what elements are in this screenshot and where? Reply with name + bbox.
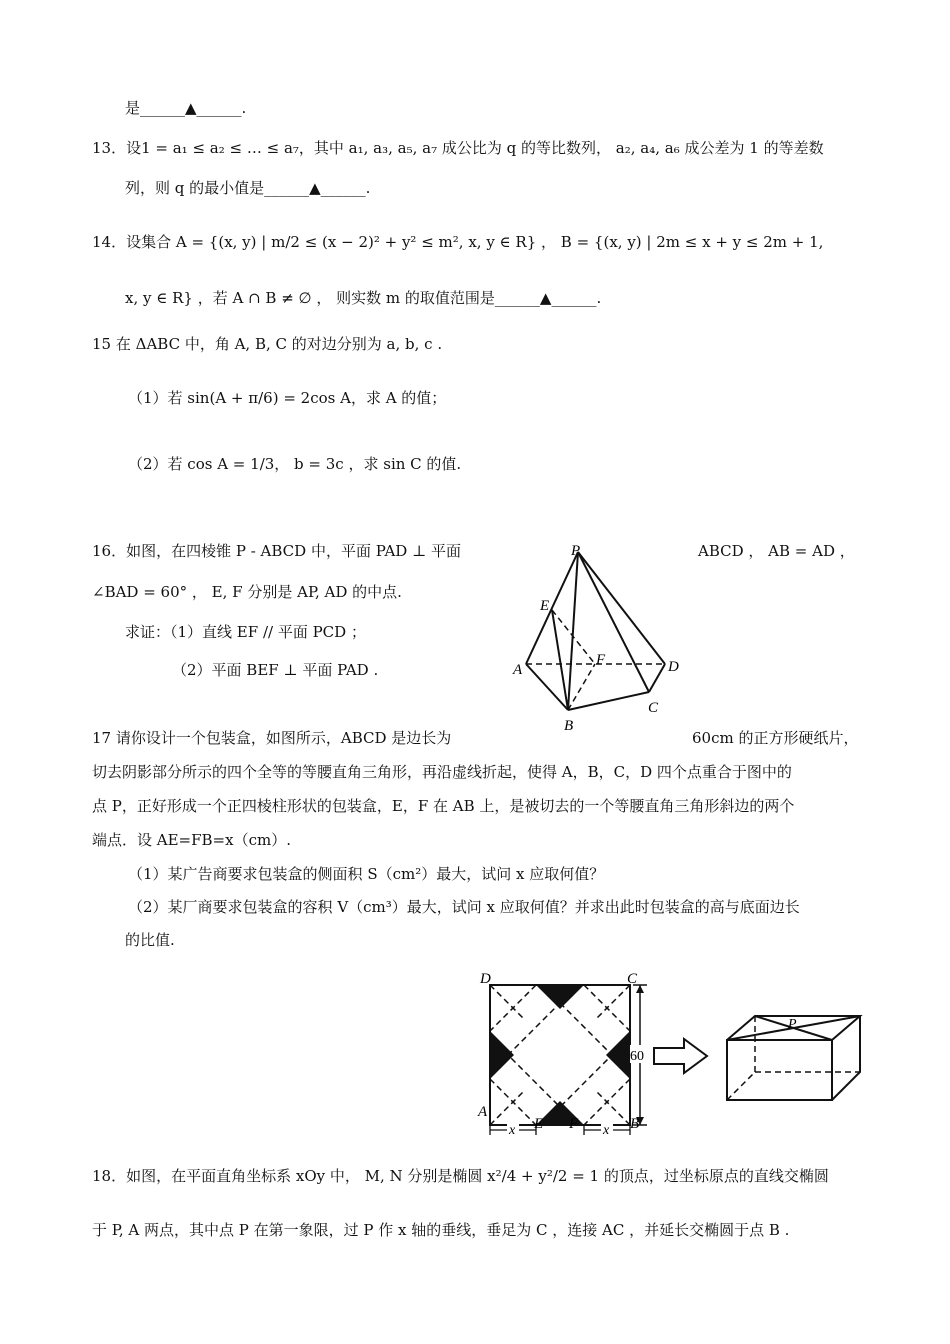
line-16: 端点．设 AE=FB=x（cm）.: [92, 831, 291, 849]
line-10: ∠BAD = 60° ， E, F 分别是 AP, AD 的中点.: [92, 583, 402, 601]
line-02: 13．设1 = a₁ ≤ a₂ ≤ … ≤ a₇，其中 a₁, a₃, a₅, a₇ 成公比为 q 的等比数列， a₂, a₄, a₆ 成公差为 1 的等差数: [92, 139, 824, 157]
label-B: B: [564, 718, 574, 734]
line-15: 点 P，正好形成一个正四棱柱形状的包装盒，E，F 在 AB 上，是被切去的一个等腰直角三角形斜边的两个: [92, 797, 795, 815]
fold-lines-outer: [490, 985, 525, 1020]
line-06: 15 在 ΔABC 中，角 A, B, C 的对边分别为 a, b, c .: [92, 335, 443, 353]
label-x2: x: [603, 1123, 610, 1138]
edge-CD: [649, 664, 665, 692]
pyramid-figure: [505, 540, 685, 735]
label-F: F: [596, 652, 606, 668]
label-E: E: [534, 1116, 544, 1132]
edge-PC: [578, 552, 649, 692]
label-C: C: [648, 700, 659, 716]
label-P: P: [571, 543, 581, 559]
line-21: 于 P, A 两点，其中点 P 在第一象限，过 P 作 x 轴的垂线，垂足为 C ，连接 AC ，并延长交椭圆于点 B .: [92, 1221, 790, 1239]
line-03: 列，则 q 的最小值是______▲______.: [125, 179, 371, 197]
label-C: C: [627, 971, 638, 987]
line-05: x, y ∈ R} ，若 A ∩ B ≠ ∅ ， 则实数 m 的取值范围是______▲______.: [125, 289, 602, 307]
line-04: 14．设集合 A = {(x, y) | m/2 ≤ (x − 2)² + y² ≤ m², x, y ∈ R} ， B = {(x, y) | 2m ≤ x + y ≤ 2m + 1,: [92, 233, 824, 251]
line-09b: ABCD ， AB = AD ，: [698, 542, 855, 560]
edge-PD: [578, 552, 665, 664]
label-P: P: [788, 1017, 797, 1032]
shaded-triangle-top: [536, 985, 584, 1009]
box-hidden-diagonal: [727, 1072, 755, 1100]
label-E: E: [540, 598, 550, 614]
edge-PB: [568, 552, 578, 710]
line-08: （2）若 cos A = 1/3， b = 3c ，求 sin C 的值.: [128, 455, 462, 473]
label-A: A: [478, 1104, 488, 1120]
edge-BF-dashed: [568, 664, 595, 710]
line-14: 切去阴影部分所示的四个全等的等腰直角三角形，再沿虚线折起，使得 A，B，C，D 四个点重合于图中的: [92, 763, 792, 781]
line-01: 是______▲______.: [125, 99, 247, 117]
edge-PA: [526, 552, 578, 664]
arrow-icon: [652, 1036, 710, 1076]
line-07: （1）若 sin(A + π/6) = 2cos A，求 A 的值；: [128, 389, 447, 407]
edge-BC: [568, 692, 649, 710]
fold-diamond-inner: [508, 1003, 612, 1107]
label-x1: x: [509, 1123, 516, 1138]
line-13b: 60cm 的正方形硬纸片，: [692, 729, 859, 747]
box-figure: [722, 1010, 867, 1105]
label-D: D: [668, 659, 679, 675]
line-18: （2）某厂商要求包装盒的容积 V（cm³）最大，试问 x 应取何值？并求出此时包装盒的高与底面边长: [128, 898, 800, 916]
square-figure: [470, 965, 660, 1140]
label-B: B: [630, 1116, 640, 1132]
shaded-triangle-right: [606, 1031, 630, 1079]
label-F: F: [569, 1116, 579, 1132]
box-front: [727, 1040, 832, 1100]
line-09a: 16．如图，在四棱锥 P - ABCD 中，平面 PAD ⊥ 平面: [92, 542, 461, 560]
label-D: D: [480, 971, 491, 987]
shaded-triangle-left: [490, 1031, 514, 1079]
line-20: 18．如图，在平面直角坐标系 xOy 中， M, N 分别是椭圆 x²/4 + y²/2 = 1 的顶点，过坐标原点的直线交椭圆: [92, 1167, 829, 1185]
line-13a: 17 请你设计一个包装盒，如图所示，ABCD 是边长为: [92, 729, 452, 747]
line-11: 求证：（1）直线 EF // 平面 PCD ；: [125, 623, 366, 641]
line-12: （2）平面 BEF ⊥ 平面 PAD .: [172, 661, 379, 679]
label-60: 60: [630, 1049, 644, 1064]
line-19: 的比值.: [125, 931, 175, 949]
label-A: A: [513, 662, 523, 678]
line-17: （1）某广告商要求包装盒的侧面积 S（cm²）最大，试问 x 应取何值？: [128, 865, 605, 883]
